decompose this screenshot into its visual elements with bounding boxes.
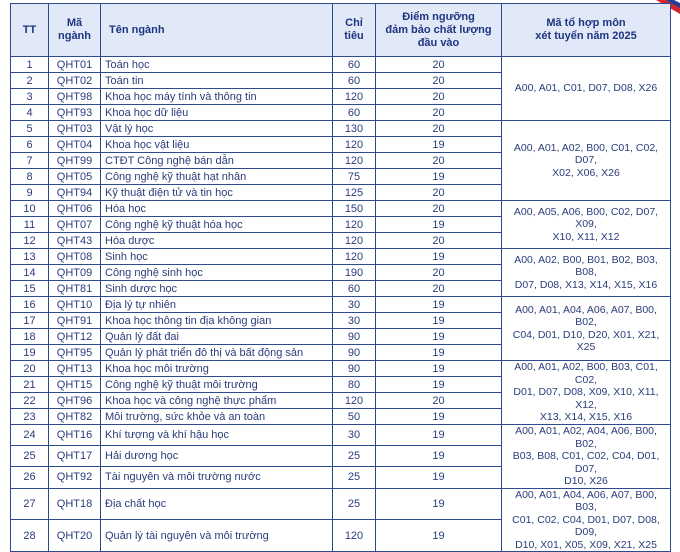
cell-chi-tieu: 25 [333,446,376,467]
cell-ma-nganh: QHT96 [49,393,101,409]
cell-diem-nguong: 20 [376,57,502,73]
cell-chi-tieu: 120 [333,89,376,105]
cell-chi-tieu: 120 [333,520,376,552]
table-row [11,201,671,217]
cell-to-hop-mon [502,121,671,201]
cell-tt: 8 [11,169,49,185]
cell-ten-nganh: Quản lý đất đai [101,329,333,345]
cell-ma-nganh: QHT20 [49,520,101,552]
cell-tt: 17 [11,313,49,329]
combo-line: A00, A05, A06, B00, C02, D07, X09, [513,205,659,231]
cell-diem-nguong: 20 [376,265,502,281]
cell-ma-nganh: QHT13 [49,361,101,377]
cell-chi-tieu: 50 [333,409,376,425]
cell-tt: 12 [11,233,49,249]
cell-chi-tieu: 120 [333,217,376,233]
cell-ma-nganh: QHT91 [49,313,101,329]
cell-ten-nganh: Địa lý tự nhiên [101,297,333,313]
cell-ten-nganh: Vật lý học [101,121,333,137]
cell-to-hop-mon [502,249,671,297]
table-row [11,57,671,73]
cell-tt: 18 [11,329,49,345]
cell-chi-tieu: 25 [333,488,376,520]
cell-ten-nganh: Tài nguyên và môi trường nước [101,467,333,488]
cell-tt: 21 [11,377,49,393]
combo-line: C04, D01, D10, D20, X01, X21, X25 [512,328,660,353]
cell-tt: 4 [11,105,49,121]
cell-chi-tieu: 125 [333,185,376,201]
cell-ten-nganh: Môi trường, sức khỏe và an toàn [101,409,333,425]
cell-ten-nganh: Khoa học thông tin địa không gian [101,313,333,329]
cell-ten-nganh: Khí tượng và khí hậu học [101,425,333,446]
table-row [11,297,671,313]
combo-line: D10, X01, X05, X09, X21, X25 [515,538,657,551]
cell-tt: 10 [11,201,49,217]
cell-ten-nganh: Hải dương học [101,446,333,467]
cell-ma-nganh: QHT05 [49,169,101,185]
combo-line: X02, X06, X26 [552,166,620,179]
cell-chi-tieu: 190 [333,265,376,281]
cell-chi-tieu: 60 [333,105,376,121]
combo-line: A00, A01, C01, D07, D08, X26 [514,82,658,95]
cell-to-hop-mon [502,297,671,361]
cell-tt: 6 [11,137,49,153]
combo-line: D01, D07, D08, X09, X10, X11, X12, [513,386,659,411]
cell-ten-nganh: Quản lý tài nguyên và môi trường [101,520,333,552]
cell-diem-nguong: 20 [376,105,502,121]
cell-chi-tieu: 75 [333,169,376,185]
cell-ma-nganh: QHT12 [49,329,101,345]
cell-ten-nganh: Toán học [101,57,333,73]
combo-line: A00, A01, A04, A06, A07, B00, B02, [515,303,657,328]
cell-tt: 5 [11,121,49,137]
cell-ten-nganh: Kỹ thuật điện tử và tin học [101,185,333,201]
cell-ten-nganh: Địa chất học [101,488,333,520]
cell-ten-nganh: Công nghệ kỹ thuật môi trường [101,377,333,393]
combo-line: X10, X11, X12 [552,230,620,243]
cell-diem-nguong: 20 [376,393,502,409]
combo-line: A00, A01, A04, A06, A07, B00, B03, [515,488,657,513]
cell-diem-nguong: 19 [376,297,502,313]
combo-line: A00, A01, A02, B00, C01, C02, D07, [513,141,659,167]
table-row [11,121,671,137]
combo-line: D07, D08, X13, X14, X15, X16 [514,278,658,291]
cell-tt: 28 [11,520,49,552]
cell-diem-nguong: 19 [376,169,502,185]
cell-ma-nganh: QHT15 [49,377,101,393]
cell-ten-nganh: Hóa dược [101,233,333,249]
cell-ma-nganh: QHT02 [49,73,101,89]
admission-table [10,3,671,552]
cell-ten-nganh: Công nghệ kỹ thuật hóa học [101,217,333,233]
cell-chi-tieu: 150 [333,201,376,217]
cell-ma-nganh: QHT95 [49,345,101,361]
cell-ma-nganh: QHT18 [49,488,101,520]
cell-ma-nganh: QHT81 [49,281,101,297]
cell-ten-nganh: Sinh học [101,249,333,265]
table-row [11,488,671,520]
cell-ma-nganh: QHT93 [49,105,101,121]
cell-ma-nganh: QHT08 [49,249,101,265]
table-header-row [11,4,671,57]
cell-tt: 16 [11,297,49,313]
cell-chi-tieu: 120 [333,153,376,169]
cell-diem-nguong: 19 [376,425,502,446]
cell-chi-tieu: 120 [333,233,376,249]
cell-to-hop-mon [502,361,671,425]
cell-diem-nguong: 19 [376,345,502,361]
cell-diem-nguong: 20 [376,233,502,249]
cell-tt: 22 [11,393,49,409]
cell-tt: 2 [11,73,49,89]
cell-ma-nganh: QHT82 [49,409,101,425]
col-header-diem-nguong: Điểm ngưỡng đảm bảo chất lượng đầu vào [376,4,502,57]
cell-diem-nguong: 19 [376,249,502,265]
cell-tt: 20 [11,361,49,377]
col-header-tt: TT [11,4,49,57]
cell-diem-nguong: 19 [376,520,502,552]
cell-ten-nganh: Khoa học và công nghệ thực phẩm [101,393,333,409]
cell-chi-tieu: 120 [333,249,376,265]
cell-tt: 3 [11,89,49,105]
cell-ten-nganh: Khoa học dữ liệu [101,105,333,121]
cell-diem-nguong: 20 [376,281,502,297]
cell-ten-nganh: Sinh dược học [101,281,333,297]
cell-chi-tieu: 120 [333,137,376,153]
cell-diem-nguong: 20 [376,89,502,105]
combo-line: C01, C02, C04, D01, D07, D08, D09, [512,513,660,538]
cell-ten-nganh: Khoa học vật liệu [101,137,333,153]
cell-diem-nguong: 19 [376,377,502,393]
cell-ten-nganh: CTĐT Công nghệ bán dẫn [101,153,333,169]
cell-chi-tieu: 120 [333,393,376,409]
cell-ma-nganh: QHT07 [49,217,101,233]
cell-ma-nganh: QHT03 [49,121,101,137]
cell-ma-nganh: QHT98 [49,89,101,105]
cell-tt: 1 [11,57,49,73]
combo-line: X13, X14, X15, X16 [539,411,633,424]
cell-tt: 26 [11,467,49,488]
combo-line: A00, A01, A02, A04, A06, B00, B02, [515,425,657,450]
cell-tt: 15 [11,281,49,297]
cell-ma-nganh: QHT92 [49,467,101,488]
cell-ten-nganh: Toán tin [101,73,333,89]
cell-tt: 11 [11,217,49,233]
cell-ma-nganh: QHT16 [49,425,101,446]
cell-chi-tieu: 90 [333,361,376,377]
cell-ma-nganh: QHT10 [49,297,101,313]
cell-chi-tieu: 130 [333,121,376,137]
cell-ten-nganh: Hóa học [101,201,333,217]
cell-chi-tieu: 60 [333,281,376,297]
cell-ma-nganh: QHT94 [49,185,101,201]
cell-ma-nganh: QHT04 [49,137,101,153]
cell-chi-tieu: 60 [333,73,376,89]
cell-ten-nganh: Công nghệ sinh học [101,265,333,281]
cell-ma-nganh: QHT99 [49,153,101,169]
table-row [11,361,671,377]
cell-tt: 27 [11,488,49,520]
cell-chi-tieu: 80 [333,377,376,393]
cell-diem-nguong: 20 [376,153,502,169]
col-header-to-hop-mon: Mã tổ hợp môn xét tuyển năm 2025 [502,4,671,57]
cell-chi-tieu: 30 [333,313,376,329]
cell-ma-nganh: QHT09 [49,265,101,281]
cell-to-hop-mon [502,201,671,249]
cell-ten-nganh: Công nghệ kỹ thuật hạt nhân [101,169,333,185]
cell-tt: 19 [11,345,49,361]
cell-tt: 25 [11,446,49,467]
cell-to-hop-mon [502,488,671,552]
cell-diem-nguong: 19 [376,488,502,520]
cell-tt: 7 [11,153,49,169]
table-row [11,425,671,446]
combo-line: A00, A01, A02, B00, B03, C01, C02, [514,361,658,386]
cell-diem-nguong: 20 [376,121,502,137]
cell-diem-nguong: 20 [376,185,502,201]
cell-diem-nguong: 19 [376,446,502,467]
cell-diem-nguong: 19 [376,409,502,425]
cell-diem-nguong: 20 [376,201,502,217]
cell-ten-nganh: Khoa học máy tính và thông tin [101,89,333,105]
cell-tt: 24 [11,425,49,446]
cell-chi-tieu: 90 [333,345,376,361]
cell-ma-nganh: QHT06 [49,201,101,217]
cell-ma-nganh: QHT17 [49,446,101,467]
combo-line: B03, B08, C01, C02, C04, D01, D07, [512,450,660,475]
combo-line: A00, A02, B00, B01, B02, B03, B08, [514,253,658,279]
cell-ten-nganh: Khoa học môi trường [101,361,333,377]
cell-diem-nguong: 19 [376,467,502,488]
table-row [11,249,671,265]
col-header-chi-tieu: Chỉ tiêu [333,4,376,57]
cell-diem-nguong: 19 [376,313,502,329]
cell-diem-nguong: 19 [376,361,502,377]
cell-chi-tieu: 30 [333,425,376,446]
cell-diem-nguong: 19 [376,137,502,153]
cell-diem-nguong: 19 [376,329,502,345]
cell-chi-tieu: 60 [333,57,376,73]
cell-ma-nganh: QHT43 [49,233,101,249]
cell-diem-nguong: 19 [376,217,502,233]
col-header-ma-nganh: Mã ngành [49,4,101,57]
cell-ten-nganh: Quản lý phát triển đô thị và bất động sản [101,345,333,361]
cell-chi-tieu: 90 [333,329,376,345]
cell-to-hop-mon [502,57,671,121]
col-header-ten-nganh: Tên ngành [101,4,333,57]
cell-tt: 14 [11,265,49,281]
cell-tt: 9 [11,185,49,201]
cell-chi-tieu: 25 [333,467,376,488]
cell-tt: 13 [11,249,49,265]
cell-chi-tieu: 30 [333,297,376,313]
cell-ma-nganh: QHT01 [49,57,101,73]
cell-diem-nguong: 20 [376,73,502,89]
cell-tt: 23 [11,409,49,425]
cell-to-hop-mon [502,425,671,489]
combo-line: D10, X26 [564,475,608,487]
